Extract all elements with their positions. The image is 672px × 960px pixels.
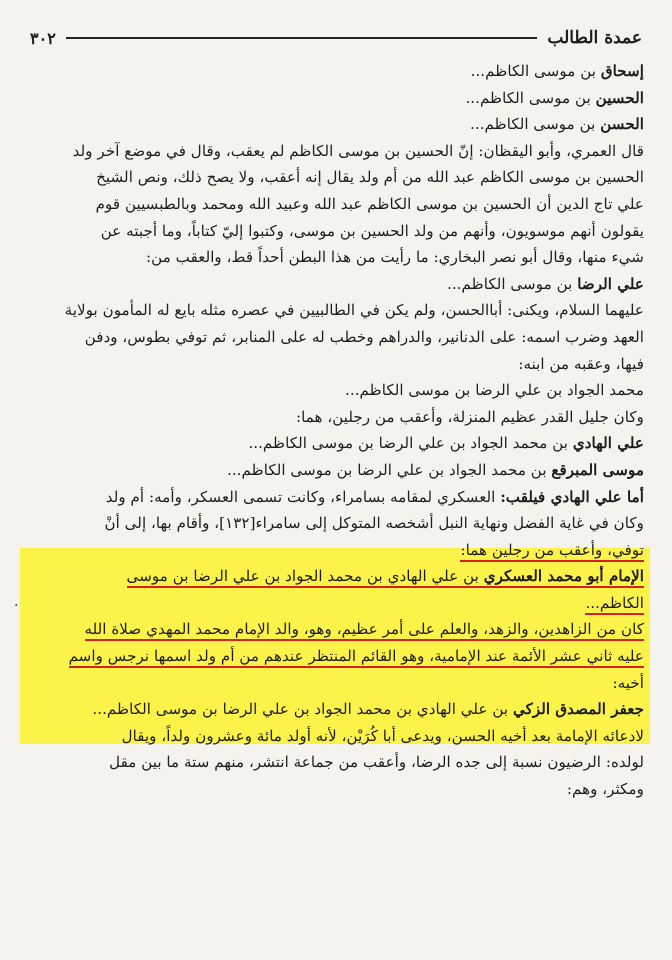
heading-ishaq-body: بن موسى الكاظم...	[470, 62, 601, 80]
para5-line1	[28, 616, 644, 643]
heading-musa-mubarqa-bold: موسى المبرقع	[551, 460, 644, 479]
para5-line3	[28, 670, 644, 697]
heading-ali-hadi-body: بن محمد الجواد بن علي الرضا بن موسى الكاظم...	[248, 434, 573, 453]
para4-line1-bold: أما علي الهادي فيلقب:	[500, 487, 644, 506]
para6-line3	[28, 776, 644, 803]
para4-line2	[28, 510, 644, 537]
para6-line1-text	[122, 727, 644, 745]
heading-husayn-bold: الحسين	[595, 88, 644, 107]
heading-muhammad-jawad-text	[345, 381, 644, 399]
para1-line5-body: شيء منها، وقال أبو نصر البخاري: ما رأيت من هذا البطن أحداً قط، والعقب من:	[146, 248, 644, 267]
para6-line1-body: لادعائه الإمامة بعد أخيه الحسن، ويدعى أبا كُرَيْن، لأنه أولد مائة وعشرون ولداً، ويقال	[121, 726, 644, 745]
page-number: ٣٠٢	[30, 28, 56, 48]
heading-hasan	[28, 111, 644, 138]
para1-line2-body: الحسين بن موسى الكاظم عبد الله من أم ولد يقال إنه أعقب، ولا يصح ذلك، ونص الشيخ	[96, 168, 644, 187]
heading-husayn-text	[465, 89, 644, 107]
para5-line2-text	[69, 647, 644, 668]
para5-line1-body: كان من الزاهدين، والزهد، والعلم على أمر عظيم، وهو، والد الإمام محمد المهدي صلاة الله	[84, 620, 644, 639]
para4-line1-body: العسكري لمقامه بسامراء، وكانت تسمى العسكر، وأمه: أم ولد	[105, 487, 501, 506]
para2-line3	[28, 351, 644, 378]
heading-ali-hadi-text	[248, 434, 644, 452]
para3-line1	[28, 404, 644, 431]
page-header	[30, 24, 642, 52]
heading-jafar-bold: جعفر المصدق الزكي	[512, 700, 644, 719]
heading-hasan-bold: الحسن	[600, 115, 644, 134]
para1-line1-text	[73, 142, 644, 160]
para4-line2-body: وكان في غاية الفضل ونهاية النبل أشخصه المتوكل إلى سامراء[١٣٢]، وأقام بها، إلى أنْ	[104, 514, 644, 533]
heading-imam-askari-cont-body: الكاظم...	[585, 593, 644, 612]
heading-imam-askari-bold: الإمام أبو محمد العسكري	[483, 567, 644, 586]
para2-line3-body: فيها، وعقبه من ابنه:	[518, 354, 644, 373]
para1-line3-text	[96, 195, 644, 213]
para2-line2	[28, 324, 644, 351]
heading-imam-askari-body: بن علي الهادي بن محمد الجواد بن علي الرضا بن موسى	[126, 567, 484, 586]
heading-ishaq-text	[471, 62, 644, 80]
para6-line3-body: ومكثر، وهم:	[566, 780, 644, 799]
para6-line2	[28, 749, 644, 776]
para6-line3-text	[567, 780, 644, 798]
heading-imam-askari	[28, 563, 644, 590]
para5-line3-body: أخيه:	[612, 673, 644, 692]
heading-jafar-text	[92, 700, 644, 718]
para1-line1	[28, 138, 644, 165]
para6-line1	[28, 723, 644, 750]
heading-musa-mubarqa-body: بن محمد الجواد بن علي الرضا بن موسى الكاظم...	[227, 460, 552, 479]
para1-line5	[28, 244, 644, 271]
heading-ishaq	[28, 58, 644, 85]
page-body	[28, 58, 644, 803]
para3-line1-text	[296, 408, 644, 426]
para1-line1-body: قال العمري، وأبو اليقظان: إنّ الحسين بن موسى الكاظم لم يعقب، وقال في موضع آخر ولد	[72, 141, 644, 160]
para4-line1-text	[106, 488, 644, 506]
heading-musa-mubarqa-text	[227, 461, 644, 479]
heading-ali-rida-body: بن موسى الكاظم...	[447, 274, 578, 293]
heading-ali-hadi-bold: علي الهادي	[572, 434, 644, 453]
heading-ali-rida-bold: علي الرضا	[577, 274, 644, 293]
para5-line2	[28, 643, 644, 670]
heading-ali-rida	[28, 271, 644, 298]
heading-hasan-text	[470, 115, 644, 133]
para4-line3	[28, 537, 644, 564]
heading-imam-askari-text	[127, 567, 644, 588]
para2-line1	[28, 297, 644, 324]
para4-line1	[28, 484, 644, 511]
para4-line3-body: توفي، وأعقب من رجلين هما:	[460, 540, 644, 559]
para3-line1-body: وكان جليل القدر عظيم المنزلة، وأعقب من رجلين، هما:	[295, 407, 644, 426]
heading-imam-askari-cont-text	[585, 594, 644, 615]
para1-line2-text	[96, 168, 644, 186]
heading-jafar-body: بن علي الهادي بن محمد الجواد بن علي الرضا بن موسى الكاظم...	[92, 700, 513, 719]
para2-line3-text	[518, 355, 644, 373]
para1-line2	[28, 164, 644, 191]
heading-husayn-body: بن موسى الكاظم...	[465, 88, 596, 107]
para2-line2-body: العهد وضرب اسمه: على الدنانير، والدراهم وخطب له على المنابر، ثم توفي بطوس، ودفن	[84, 327, 644, 346]
para1-line3	[28, 191, 644, 218]
heading-ali-rida-text	[447, 275, 644, 293]
heading-muhammad-jawad-body: محمد الجواد بن علي الرضا بن موسى الكاظم...	[345, 381, 644, 400]
para5-line2-body: عليه ثاني عشر الأئمة عند الإمامية، وهو القائم المنتظر عندهم من أم ولد اسمها نرجس واسم	[68, 647, 644, 666]
heading-husayn	[28, 85, 644, 112]
para1-line3-body: علي تاج الدين أن الحسين بن موسى الكاظم عبد الله وعبيد الله ومحمد وبالطبسيين قوم	[95, 194, 644, 213]
running-title: عمدة الطالب	[547, 28, 642, 48]
heading-muhammad-jawad	[28, 377, 644, 404]
heading-hasan-body: بن موسى الكاظم...	[470, 115, 601, 134]
para2-line1-body: عليهما السلام، ويكنى: أباالحسن، ولم يكن في الطالبيين في عصره مثله بايع له المأمون بولاية	[64, 301, 644, 320]
para5-line1-text	[85, 620, 645, 641]
margin-mark: ·	[14, 598, 19, 614]
para6-line2-text	[109, 753, 644, 771]
para4-line3-text	[460, 541, 644, 562]
para5-line3-text	[613, 674, 644, 692]
para4-line2-text	[104, 514, 644, 532]
para2-line1-text	[65, 301, 644, 319]
para1-line4-body: يقولون أنهم موسويون، وأنهم من ولد الحسين بن موسى، وكتبوا إليّ كتاباً، وما أجبته عن	[100, 221, 644, 240]
heading-jafar	[28, 696, 644, 723]
para1-line4	[28, 218, 644, 245]
heading-ali-hadi	[28, 430, 644, 457]
para1-line4-text	[101, 222, 644, 240]
heading-imam-askari-cont	[28, 590, 644, 617]
para6-line2-body: لولده: الرضيون نسبة إلى جده الرضا، وأعقب من جماعة انتشر، منهم ستة ما بين مقل	[109, 753, 644, 772]
para2-line2-text	[85, 328, 644, 346]
heading-ishaq-bold: إسحاق	[600, 62, 644, 80]
header-rule	[66, 37, 538, 39]
heading-musa-mubarqa	[28, 457, 644, 484]
para1-line5-text	[146, 248, 644, 266]
